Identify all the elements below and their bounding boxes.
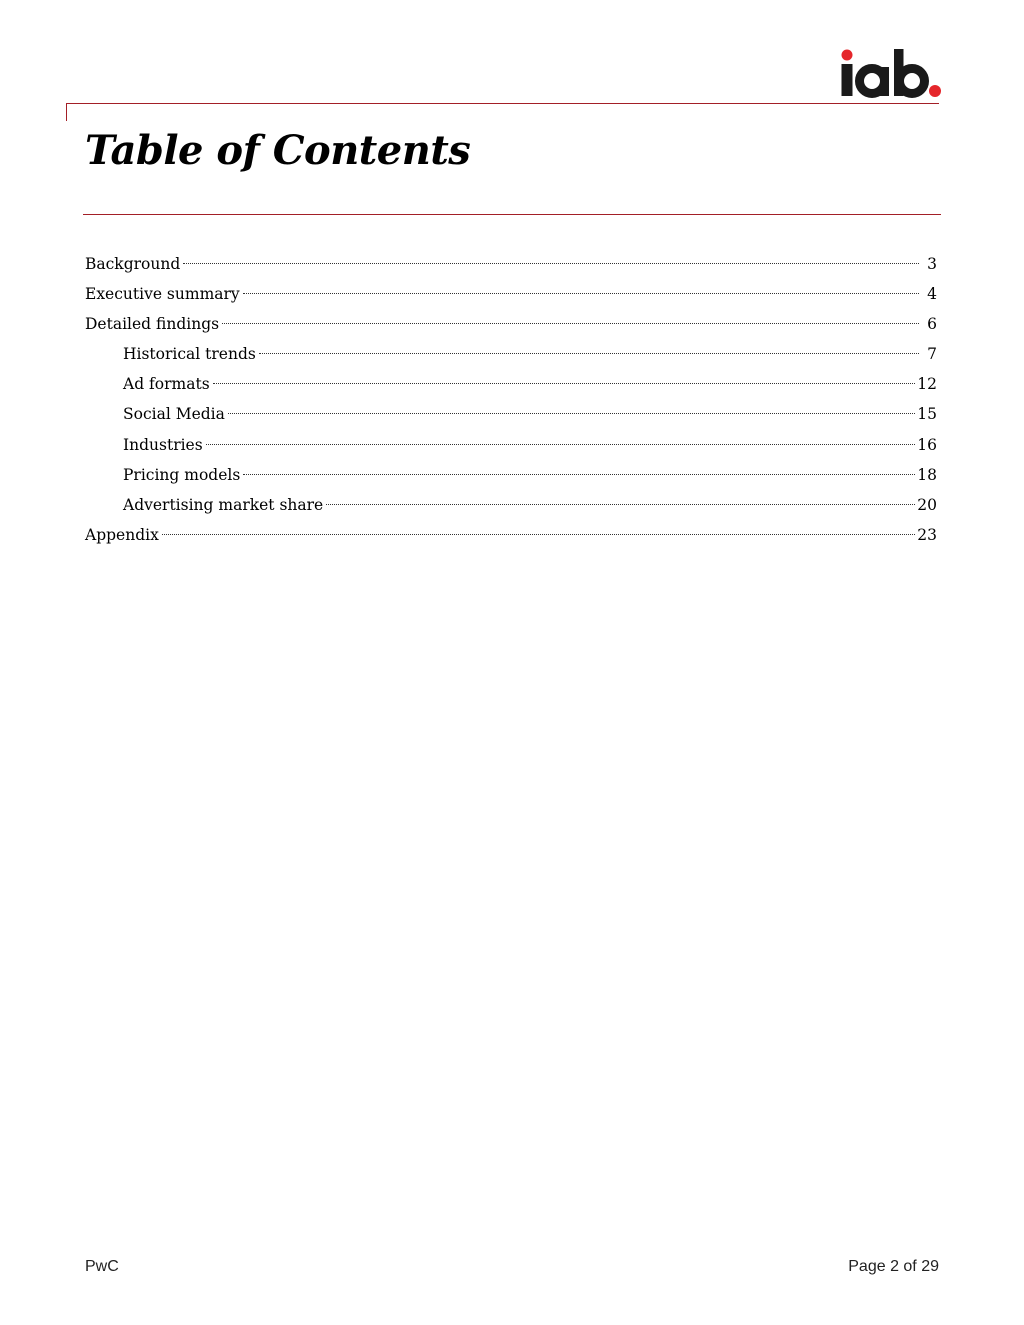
toc-entry-page: 23: [917, 525, 937, 544]
header-rule-tick: [66, 103, 67, 121]
toc-entry[interactable]: [85, 433, 937, 463]
footer-page-number: Page 2 of 29: [848, 1258, 939, 1275]
toc-entry[interactable]: [85, 372, 937, 402]
toc-entry[interactable]: [85, 282, 937, 312]
toc-entry[interactable]: [85, 252, 937, 282]
toc-entry[interactable]: [85, 463, 937, 493]
toc-dot-leader: [326, 504, 915, 505]
toc-entry[interactable]: [85, 402, 937, 432]
toc-dot-leader: [183, 263, 919, 264]
header-rule: [66, 103, 939, 104]
toc-entry-page: 6: [927, 315, 937, 334]
toc-dot-leader: [222, 323, 919, 324]
toc-dot-leader: [206, 444, 916, 445]
toc-entry-page: 4: [927, 285, 937, 304]
toc-dot-leader: [228, 413, 915, 414]
toc-entry-label: Ad formats: [123, 375, 210, 394]
toc-entry-label: Advertising market share: [123, 495, 324, 514]
toc-dot-leader: [243, 293, 919, 294]
iab-logo: [836, 46, 946, 100]
toc-entry-page: 15: [917, 405, 937, 424]
toc-dot-leader: [213, 383, 916, 384]
toc-dot-leader: [259, 353, 919, 354]
toc-entry-label: Appendix: [85, 525, 159, 544]
toc-entry-page: 3: [927, 255, 937, 273]
toc-entry-page: 7: [927, 345, 937, 364]
footer-company: PwC: [85, 1258, 119, 1275]
toc-entry-page: 20: [917, 495, 937, 514]
toc-entry-label: Historical trends: [123, 345, 256, 364]
toc-entry[interactable]: [85, 493, 937, 523]
toc-entry-label: Background: [85, 255, 181, 273]
toc-dot-leader: [243, 474, 915, 475]
toc-entry-page: 16: [917, 435, 937, 454]
page-title: Table of Contents: [85, 127, 471, 174]
toc-entry-label: Detailed findings: [85, 315, 220, 334]
toc-entry-page: 12: [917, 375, 937, 394]
toc-entry[interactable]: [85, 312, 937, 342]
title-rule: [83, 214, 941, 215]
toc-entry-label: Social Media: [123, 405, 225, 424]
toc-entry-label: Industries: [123, 435, 203, 454]
toc-entry[interactable]: [85, 523, 937, 553]
toc-entry-page: 18: [917, 465, 937, 484]
toc-entry-label: Pricing models: [123, 465, 241, 484]
toc-dot-leader: [162, 534, 915, 535]
table-of-contents: [85, 252, 937, 553]
toc-entry[interactable]: [85, 342, 937, 372]
toc-entry-label: Executive summary: [85, 285, 240, 304]
